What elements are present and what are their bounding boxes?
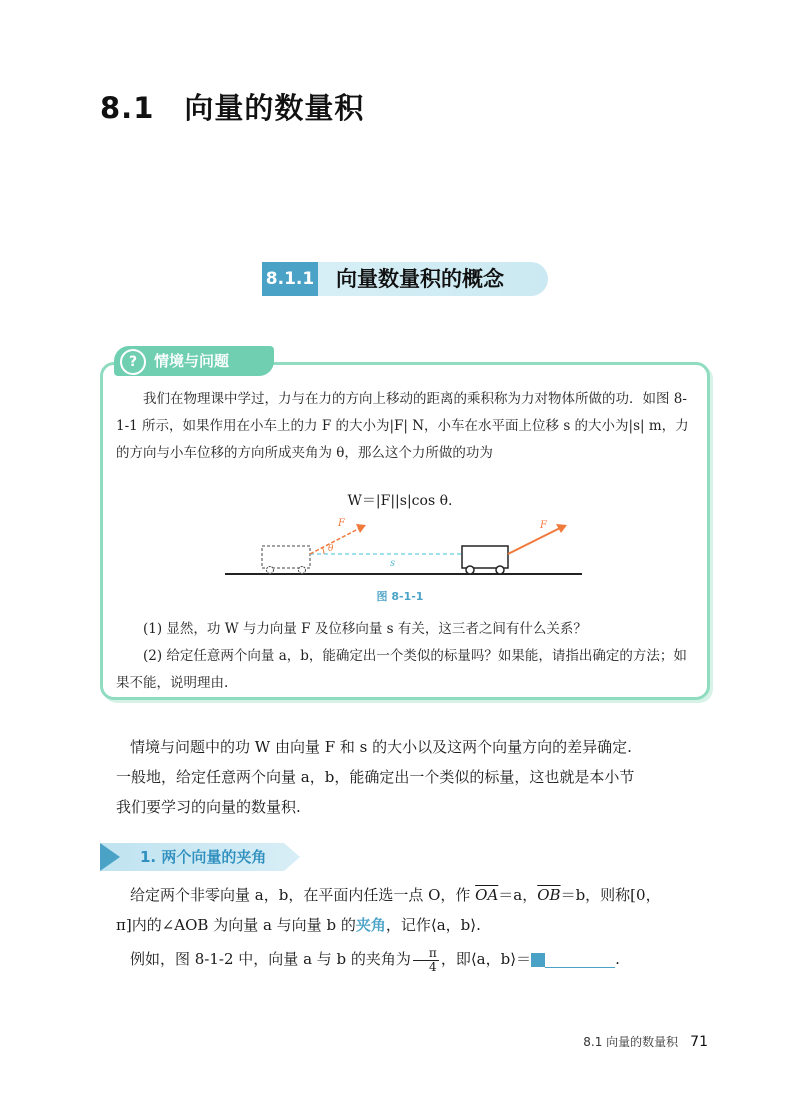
angle-arc (322, 547, 324, 554)
force-dashed (310, 528, 360, 554)
cart-end (462, 546, 508, 568)
cart-start-wheel (299, 567, 306, 574)
work-formula: W＝|F||s|cos θ. (347, 493, 453, 509)
chapter-title (100, 86, 364, 127)
scenario-paragraph: 我们在物理课中学过，力与在力的方向上移动的距离的乘积称为力对物体所做的功．如图 8-1-1 所示，如果作用在小车上的力 F 的大小为|F| N，小车在水平面上位移 s 的大小为|s| m，力的方向与小车位移的方向所成夹角为 θ，那么这个力所做的功为 (116, 391, 689, 461)
definition-middle2: ＝b，则称[0，π]内的∠AOB 为向量 a 与向量 b 的 (116, 886, 661, 934)
keyword-angle: 夹角 (355, 916, 386, 934)
section-banner (262, 262, 548, 296)
force-label: F (540, 520, 547, 531)
question-1: (1) 显然，功 W 与力向量 F 及位移向量 s 有关，这三者之间有什么关系？ (143, 621, 587, 637)
cart-end-wheel (466, 566, 474, 574)
subsection-title: 1. 两个向量的夹角 (140, 848, 267, 866)
figure-8-1-1 (220, 514, 590, 580)
body-paragraph: 情境与问题中的功 W 由向量 F 和 s 的大小以及这两个向量方向的差异确定. 一般地，给定任意两个向量 a，b，能确定出一个类似的标量，这也就是本小节我们要学习的向量的数量积. (116, 738, 635, 816)
section-number: 8.1.1 (262, 262, 318, 296)
blank-number: 1 (531, 953, 545, 967)
vector-ob: $\overline{OB}$ (537, 886, 561, 904)
definition-paragraph (116, 880, 676, 940)
force-arrow (508, 528, 560, 554)
example-text-before: 例如，图 8-1-2 中，向量 a 与 b 的夹角为 (130, 950, 411, 968)
definition-after: ，记作⟨a，b⟩. (385, 916, 481, 934)
answer-blank[interactable] (545, 953, 615, 968)
cart-start-wheel (267, 567, 274, 574)
chapter-title-text: 向量的数量积 (184, 91, 365, 125)
arrow-right-icon (100, 843, 120, 871)
force-dashed-label: F (338, 518, 345, 529)
vector-oa: $\overline{OA}$ (475, 886, 499, 904)
cart-end-wheel (496, 566, 504, 574)
force-dashed-arrowhead (356, 524, 366, 533)
question-icon: ? (120, 349, 146, 375)
scenario-tag (114, 346, 274, 376)
chapter-number: 8.1 (100, 91, 155, 125)
angle-label: θ (328, 544, 334, 554)
figure-caption: 图 8-1-1 (376, 590, 424, 603)
example-text-after: ，即⟨a，b⟩＝ (440, 950, 532, 968)
scenario-tag-label: 情境与问题 (154, 352, 230, 370)
question-2: (2) 给定任意两个向量 a，b，能确定出一个类似的标量吗？如果能，请指出确定的方法；如果不能，说明理由. (116, 648, 687, 691)
example-paragraph (116, 944, 676, 974)
definition-middle1: ＝a， (498, 886, 538, 904)
fraction (413, 947, 439, 974)
page-footer (583, 1033, 708, 1050)
fraction-numerator: π (413, 947, 439, 961)
running-head: 8.1 向量的数量积 (583, 1035, 679, 1049)
definition-before: 给定两个非零向量 a，b，在平面内任选一点 O，作 (130, 886, 476, 904)
fraction-denominator: 4 (429, 959, 437, 974)
example-end-mark: . (615, 950, 620, 968)
section-title: 向量数量积的概念 (336, 267, 504, 291)
displacement-label: s (390, 558, 396, 569)
page-number: 71 (690, 1034, 708, 1050)
cart-start (262, 546, 310, 568)
subsection-banner (100, 843, 300, 871)
